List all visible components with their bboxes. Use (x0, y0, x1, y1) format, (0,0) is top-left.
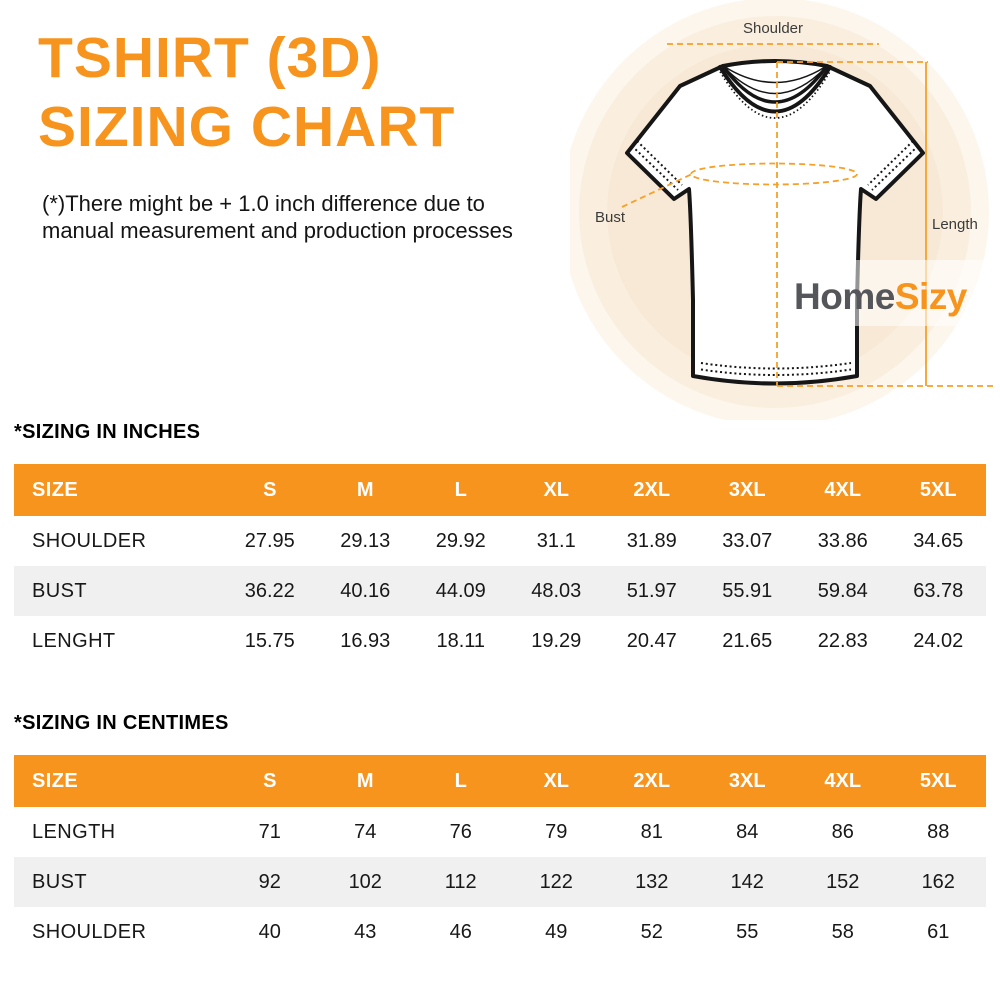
measurement-value: 142 (730, 870, 764, 893)
measurement-value: 71 (258, 820, 281, 843)
measurement-value: 58 (831, 920, 854, 943)
table-row (14, 807, 986, 857)
measurement-value: 18.11 (436, 629, 486, 652)
sizing-table-centimeters (14, 755, 986, 957)
measurement-value: 19.29 (531, 629, 582, 652)
measurement-label: SHOULDER (32, 920, 147, 943)
measurement-value: 52 (640, 920, 663, 943)
measurement-value: 92 (258, 870, 281, 893)
table-header-row (14, 755, 986, 807)
size-header-4xl: 4XL (795, 464, 891, 516)
size-header-5xl: 5XL (891, 755, 987, 807)
measurement-value: 15.75 (244, 629, 295, 652)
size-column-header: SIZE (14, 755, 222, 807)
measurement-value: 51.97 (626, 579, 677, 602)
size-header-l: L (413, 755, 509, 807)
size-header-m: M (318, 755, 414, 807)
measurement-value: 55.91 (722, 579, 773, 602)
size-header-xl: XL (509, 464, 605, 516)
size-header-5xl: 5XL (891, 464, 987, 516)
size-header-3xl: 3XL (700, 464, 796, 516)
measurement-label: LENGTH (32, 820, 116, 843)
size-header-2xl: 2XL (604, 464, 700, 516)
measurement-value: 33.86 (817, 529, 868, 552)
size-header-l: L (413, 464, 509, 516)
measurement-value: 81 (640, 820, 663, 843)
size-header-s: S (222, 464, 318, 516)
measurement-value: 61 (927, 920, 950, 943)
table-row (14, 516, 986, 566)
measurement-value: 162 (921, 870, 955, 893)
measurement-label: SHOULDER (32, 529, 147, 552)
table-header-row (14, 464, 986, 516)
measurement-value: 29.92 (435, 529, 486, 552)
measurement-value: 102 (348, 870, 382, 893)
measurement-value: 55 (736, 920, 759, 943)
measurement-value: 33.07 (722, 529, 773, 552)
table-row (14, 907, 986, 957)
measurement-value: 31.89 (626, 529, 677, 552)
measurement-value: 36.22 (244, 579, 295, 602)
logo-text-home: Home (794, 276, 895, 317)
measurement-value: 76 (449, 820, 472, 843)
measurement-value: 84 (736, 820, 759, 843)
measurement-value: 29.13 (340, 529, 391, 552)
page-title-line1: TSHIRT (3D) (38, 26, 382, 90)
measurement-value: 40 (258, 920, 281, 943)
table-row (14, 566, 986, 616)
size-column-header: SIZE (14, 464, 222, 516)
disclaimer-line1: (*)There might be + 1.0 inch difference due to (42, 191, 485, 216)
measurement-value: 31.1 (536, 529, 576, 552)
measurement-value: 34.65 (913, 529, 964, 552)
measurement-value: 152 (826, 870, 860, 893)
measurement-value: 43 (354, 920, 377, 943)
size-header-xl: XL (509, 755, 605, 807)
page-title-line2: SIZING CHART (38, 95, 456, 159)
sizing-table-inches (14, 464, 986, 666)
measurement-value: 86 (831, 820, 854, 843)
size-header-2xl: 2XL (604, 755, 700, 807)
measurement-value: 22.83 (817, 629, 868, 652)
size-header-m: M (318, 464, 414, 516)
measurement-label: BUST (32, 579, 87, 602)
section-title-centimeters: *SIZING IN CENTIMES (14, 712, 229, 734)
measurement-value: 88 (927, 820, 950, 843)
bust-label: Bust (594, 209, 626, 226)
measurement-value: 27.95 (244, 529, 295, 552)
disclaimer-line2: manual measurement and production processes (42, 218, 513, 243)
svg-text:HomeSizy (794, 276, 968, 317)
measurement-value: 21.65 (722, 629, 773, 652)
measurement-value: 63.78 (913, 579, 964, 602)
homesizy-logo (784, 260, 986, 326)
measurement-value: 48.03 (531, 579, 582, 602)
table-row (14, 616, 986, 666)
measurement-value: 59.84 (817, 579, 868, 602)
measurement-label: BUST (32, 870, 87, 893)
disclaimer-note (42, 190, 513, 244)
measurement-value: 122 (539, 870, 573, 893)
measurement-value: 112 (444, 870, 477, 893)
table-row (14, 857, 986, 907)
section-title-inches: *SIZING IN INCHES (14, 421, 201, 443)
measurement-value: 132 (635, 870, 669, 893)
measurement-value: 40.16 (340, 579, 391, 602)
size-header-4xl: 4XL (795, 755, 891, 807)
measurement-value: 46 (449, 920, 472, 943)
shoulder-label: Shoulder (742, 20, 804, 37)
measurement-value: 44.09 (435, 579, 486, 602)
length-label: Length (932, 216, 978, 233)
measurement-value: 24.02 (913, 629, 964, 652)
measurement-value: 49 (545, 920, 568, 943)
page-title (38, 24, 455, 162)
measurement-value: 16.93 (340, 629, 391, 652)
size-header-s: S (222, 755, 318, 807)
measurement-label: LENGHT (32, 629, 116, 652)
tshirt-measurement-diagram (570, 0, 1000, 420)
measurement-value: 79 (545, 820, 568, 843)
measurement-value: 20.47 (626, 629, 677, 652)
logo-text-sizy: Sizy (894, 276, 967, 317)
size-header-3xl: 3XL (700, 755, 796, 807)
measurement-value: 74 (354, 820, 377, 843)
